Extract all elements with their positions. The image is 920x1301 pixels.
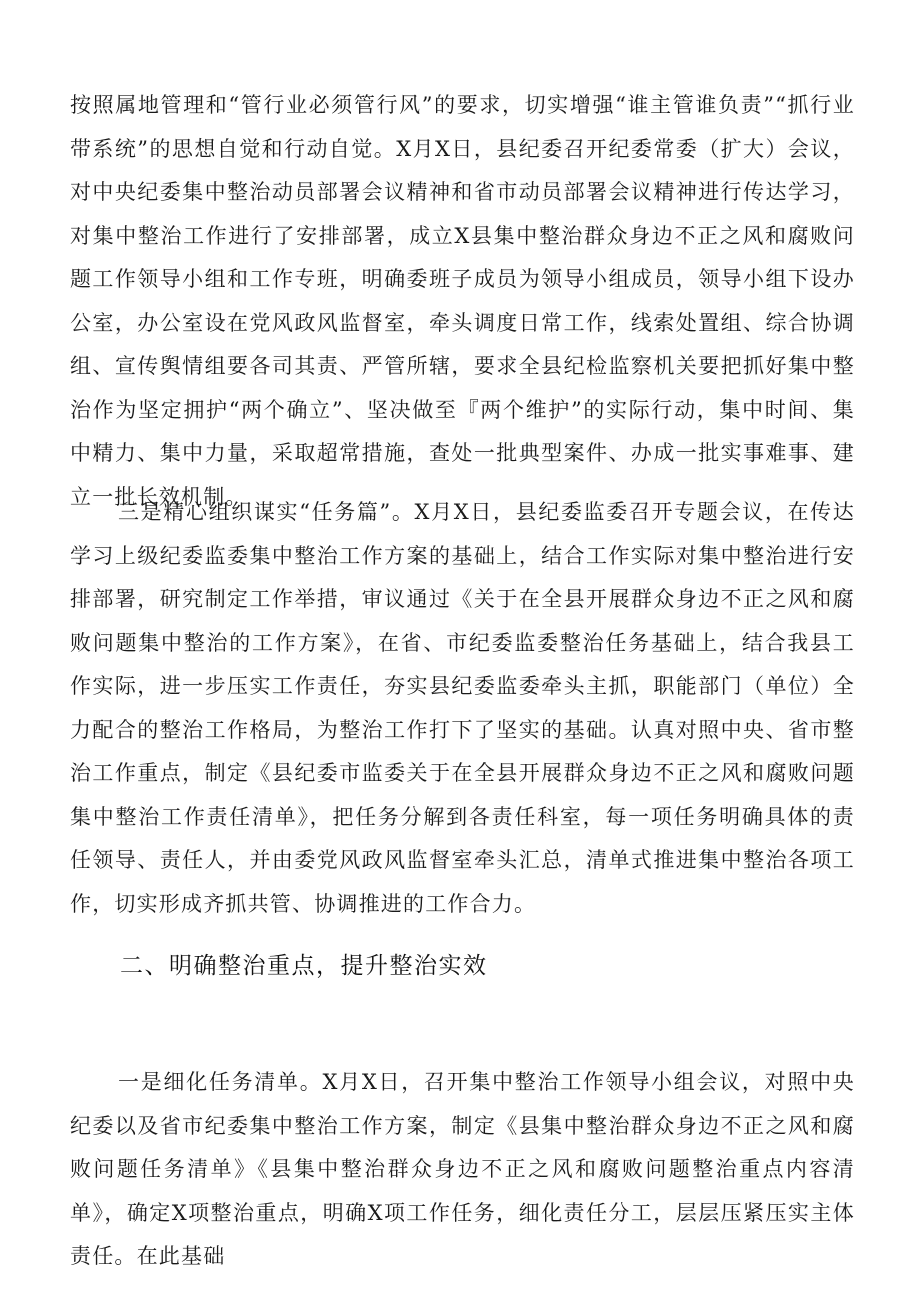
- paragraph-3: 一是细化任务清单。X月X日，召开集中整治工作领导小组会议，对照中央纪委以及省市纪委集中整治工作方案，制定《县集中整治群众身边不正之风和腐败问题任务清单》《县集中整治群众身边不正之风和腐败问题整治重点内容清单》，确定X项整治重点，明确X项工作任务，细化责任分工，层层压紧压实主体责任。在此基础: [70, 1070, 855, 1268]
- paragraph-2: 三是精心组织谋实“任务篇”。X月X日，县纪委监委召开专题会议，在传达学习上级纪委监委集中整治工作方案的基础上，结合工作实际对集中整治进行安排部署，研究制定工作举措，审议通过《关于在全县开展群众身边不正之风和腐败问题集中整治的工作方案》，在省、市纪委监委整治任务基础上，结合我县工作实际，进一步压实工作责任，夯实县纪委监委牵头主抓，职能部门（单位）全力配合的整治工作格局，为整治工作打下了坚实的基础。认真对照中央、省市整治工作重点，制定《县纪委市监委关于在全县开展群众身边不正之风和腐败问题集中整治工作责任清单》，把任务分解到各责任科室，每一项任务明确具体的责任领导、责任人，并由委党风政风监督室牵头汇总，清单式推进集中整治各项工作，切实形成齐抓共管、协调推进的工作合力。: [70, 500, 855, 916]
- paragraph-1: 按照属地管理和“管行业必须管行风”的要求，切实增强“谁主管谁负责”“抓行业带系统”的思想自觉和行动自觉。X月X日，县纪委召开纪委常委（扩大）会议，对中央纪委集中整治动员部署会议精神和省市动员部署会议精神进行传达学习，对集中整治工作进行了安排部署，成立X县集中整治群众身边不正之风和腐败问题工作领导小组和工作专班，明确委班子成员为领导小组成员，领导小组下设办公室，办公室设在党风政风监督室，牵头调度日常工作，线索处置组、综合协调组、宣传舆情组要各司其责、严管所辖，要求全县纪检监察机关要把抓好集中整治作为坚定拥护“两个确立”、坚决做至『两个维护”的实际行动，集中时间、集中精力、集中力量，采取超常措施，查处一批典型案件、办成一批实事难事、建立一批长效机制。: [70, 93, 855, 509]
- section-heading: 二、明确整治重点，提升整治实效: [120, 953, 488, 979]
